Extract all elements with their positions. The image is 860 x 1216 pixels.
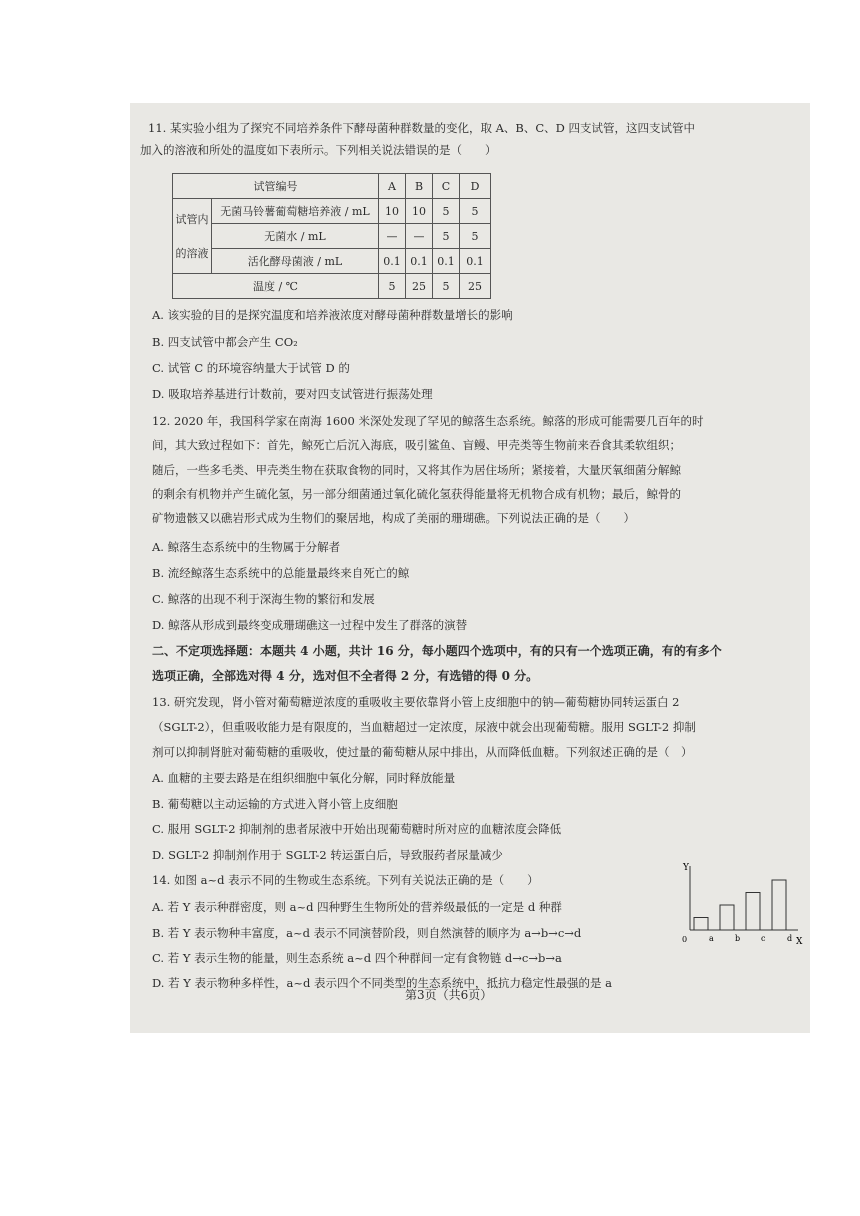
col-c: C — [433, 174, 460, 199]
section2-heading-line2: 选项正确，全部选对得 4 分，选对但不全者得 2 分，有选错的得 0 分。 — [152, 669, 539, 683]
bar-d — [772, 880, 786, 930]
q12-option-c: C. 鲸落的出现不利于深海生物的繁衍和发展 — [152, 592, 375, 606]
q12-stem-line4: 的剩余有机物并产生硫化氢，另一部分细菌通过氧化硫化氢获得能量将无机物合成有机物；最后，鲸骨的 — [152, 487, 681, 501]
group-label-2: 的溶液 — [175, 247, 209, 260]
cell: 25 — [460, 274, 491, 299]
q11-table — [172, 173, 491, 299]
cell: 5 — [379, 274, 406, 299]
x-tick-b: b — [735, 934, 741, 943]
col-d: D — [460, 174, 491, 199]
bar-c — [746, 893, 760, 931]
q14-option-a: A. 若 Y 表示种群密度，则 a~d 四种野生生物所处的营养级最低的一定是 d 种群 — [152, 900, 562, 914]
q13-option-c: C. 服用 SGLT-2 抑制剂的患者尿液中开始出现葡萄糖时所对应的血糖浓度会降低 — [152, 822, 562, 836]
q13-stem-line1: 13. 研究发现，肾小管对葡萄糖逆浓度的重吸收主要依靠肾小管上皮细胞中的钠—葡萄糖协同转运蛋白 2 — [152, 695, 680, 709]
q14-bar-chart — [678, 858, 806, 948]
q14-option-d: D. 若 Y 表示物种多样性，a~d 表示四个不同类型的生态系统中，抵抗力稳定性最强的是 a — [152, 976, 613, 990]
cell: 5 — [433, 199, 460, 224]
q12-option-b: B. 流经鲸落生态系统中的总能量最终来自死亡的鲸 — [152, 566, 410, 580]
x-tick-a: a — [709, 934, 714, 943]
q11-option-b: B. 四支试管中都会产生 CO₂ — [152, 335, 298, 349]
q13-option-d: D. SGLT-2 抑制剂作用于 SGLT-2 转运蛋白后，导致服药者尿量减少 — [152, 848, 503, 862]
q11-option-d: D. 吸取培养基进行计数前，要对四支试管进行振荡处理 — [152, 387, 433, 401]
q13-option-a: A. 血糖的主要去路是在组织细胞中氧化分解，同时释放能量 — [152, 771, 456, 785]
cell: 25 — [406, 274, 433, 299]
bar-b — [720, 905, 734, 930]
section2-heading-line1: 二、不定项选择题：本题共 4 小题，共计 16 分，每小题四个选项中，有的只有一个选项正确，有的有多个 — [152, 644, 722, 658]
table-header-label: 试管编号 — [173, 174, 379, 199]
x-tick-d: d — [787, 934, 793, 943]
cell: 0.1 — [433, 249, 460, 274]
row-label: 无菌马铃薯葡萄糖培养液 / mL — [212, 199, 379, 224]
q12-stem-line1: 12. 2020 年，我国科学家在南海 1600 米深处发现了罕见的鲸落生态系统。鲸落的形成可能需要几百年的时 — [152, 414, 704, 428]
q14-option-c: C. 若 Y 表示生物的能量，则生态系统 a~d 四个种群间一定有食物链 d→c→b→a — [152, 951, 562, 965]
cell: 10 — [406, 199, 433, 224]
cell: 5 — [433, 224, 460, 249]
x-axis-label: X — [796, 937, 803, 947]
q13-option-b: B. 葡萄糖以主动运输的方式进入肾小管上皮细胞 — [152, 797, 398, 811]
row-label: 无菌水 / mL — [212, 224, 379, 249]
cell: — — [406, 224, 433, 249]
q13-stem-line3: 剂可以抑制肾脏对葡萄糖的重吸收，使过量的葡萄糖从尿中排出，从而降低血糖。下列叙述正确的是（ ） — [152, 745, 693, 759]
row-label: 活化酵母菌液 / mL — [212, 249, 379, 274]
q12-stem-line3: 随后，一些多毛类、甲壳类生物在获取食物的同时，又将其作为居住场所；紧接着，大量厌氧细菌分解鲸 — [152, 463, 681, 477]
origin-label: 0 — [682, 935, 688, 944]
q14-option-b: B. 若 Y 表示物种丰富度，a~d 表示不同演替阶段，则自然演替的顺序为 a→b→c→d — [152, 926, 582, 940]
y-axis-label: Y — [683, 863, 689, 873]
q11-stem-line1: 11. 某实验小组为了探究不同培养条件下酵母菌种群数量的变化，取 A、B、C、D 四支试管，这四支试管中 — [148, 121, 696, 135]
group-label-1: 试管内 — [175, 213, 209, 226]
x-tick-c: c — [761, 934, 766, 943]
cell: 5 — [433, 274, 460, 299]
q11-stem-line2: 加入的溶液和所处的温度如下表所示。下列相关说法错误的是（ ） — [140, 143, 497, 157]
q11-option-a: A. 该实验的目的是探究温度和培养液浓度对酵母菌种群数量增长的影响 — [152, 308, 513, 322]
q12-stem-line5: 矿物遗骸又以礁岩形式成为生物们的聚居地，构成了美丽的珊瑚礁。下列说法正确的是（ ） — [152, 511, 635, 525]
cell: 0.1 — [379, 249, 406, 274]
bar-a — [694, 918, 708, 931]
cell: — — [379, 224, 406, 249]
q12-option-a: A. 鲸落生态系统中的生物属于分解者 — [152, 540, 341, 554]
group-label — [173, 199, 212, 274]
q13-stem-line2: （SGLT-2），但重吸收能力是有限度的，当血糖超过一定浓度，尿液中就会出现葡萄糖。服用 SGLT-2 抑制 — [152, 720, 696, 734]
cell: 5 — [460, 199, 491, 224]
q11-option-c: C. 试管 C 的环境容纳量大于试管 D 的 — [152, 361, 350, 375]
q12-option-d: D. 鲸落从形成到最终变成珊瑚礁这一过程中发生了群落的演替 — [152, 618, 468, 632]
col-b: B — [406, 174, 433, 199]
cell: 0.1 — [460, 249, 491, 274]
cell: 0.1 — [406, 249, 433, 274]
cell: 10 — [379, 199, 406, 224]
col-a: A — [379, 174, 406, 199]
page-footer: 第3页（共6页） — [405, 988, 493, 1002]
q12-stem-line2: 间，其大致过程如下：首先，鲸死亡后沉入海底，吸引鲨鱼、盲鳗、甲壳类等生物前来吞食其柔软组织； — [152, 438, 681, 452]
q14-stem: 14. 如图 a~d 表示不同的生物或生态系统。下列有关说法正确的是（ ） — [152, 873, 539, 887]
exam-page — [130, 103, 810, 1033]
cell: 5 — [460, 224, 491, 249]
temp-label: 温度 / ℃ — [173, 274, 379, 299]
